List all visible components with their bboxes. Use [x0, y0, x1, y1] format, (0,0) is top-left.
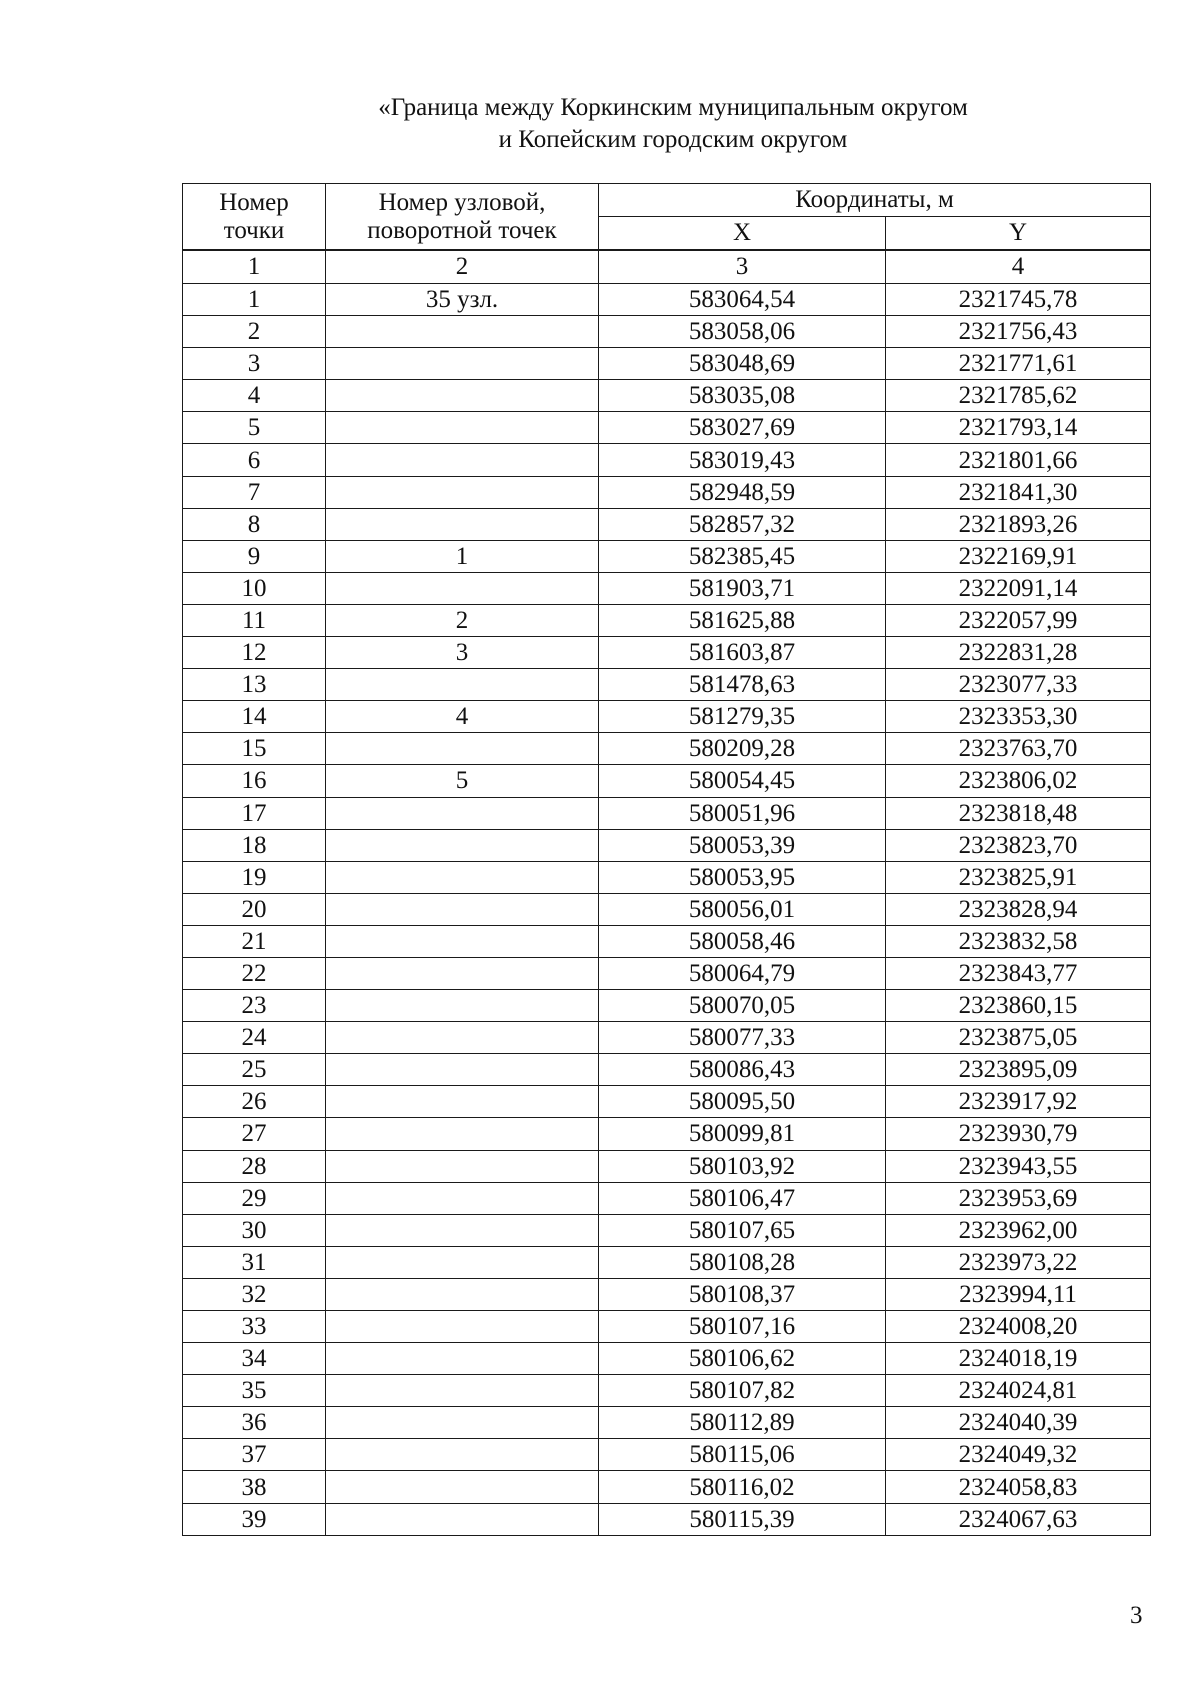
node-number-cell — [326, 1214, 599, 1246]
point-number-cell: 15 — [183, 733, 326, 765]
x-coordinate-cell: 581603,87 — [599, 637, 886, 669]
y-coordinate-cell: 2321893,26 — [886, 508, 1151, 540]
header-coordinates: Координаты, м — [599, 184, 1151, 217]
x-coordinate-cell: 580107,65 — [599, 1214, 886, 1246]
node-number-cell — [326, 444, 599, 476]
y-coordinate-cell: 2321793,14 — [886, 412, 1151, 444]
node-number-cell — [326, 861, 599, 893]
x-coordinate-cell: 583035,08 — [599, 380, 886, 412]
document-title — [182, 92, 1164, 156]
y-coordinate-cell: 2324049,32 — [886, 1439, 1151, 1471]
node-number-cell — [326, 1054, 599, 1086]
y-coordinate-cell: 2323077,33 — [886, 669, 1151, 701]
column-number: 4 — [886, 250, 1151, 284]
page-number: 3 — [1130, 1602, 1143, 1629]
x-coordinate-cell: 580106,62 — [599, 1343, 886, 1375]
table-row — [183, 957, 1151, 989]
point-number-cell: 36 — [183, 1407, 326, 1439]
point-number-cell: 5 — [183, 412, 326, 444]
point-number-cell: 19 — [183, 861, 326, 893]
y-coordinate-cell: 2324008,20 — [886, 1311, 1151, 1343]
point-number-cell: 18 — [183, 829, 326, 861]
y-coordinate-cell: 2323806,02 — [886, 765, 1151, 797]
node-number-cell — [326, 829, 599, 861]
column-number: 2 — [326, 250, 599, 284]
point-number-cell: 37 — [183, 1439, 326, 1471]
point-number-cell: 8 — [183, 508, 326, 540]
y-coordinate-cell: 2321841,30 — [886, 476, 1151, 508]
y-coordinate-cell: 2323828,94 — [886, 893, 1151, 925]
node-number-cell — [326, 1407, 599, 1439]
node-number-cell — [326, 1343, 599, 1375]
x-coordinate-cell: 580053,95 — [599, 861, 886, 893]
table-row — [183, 1022, 1151, 1054]
point-number-cell: 9 — [183, 540, 326, 572]
table-row — [183, 1311, 1151, 1343]
table-row — [183, 1118, 1151, 1150]
table-row — [183, 1246, 1151, 1278]
y-coordinate-cell: 2323818,48 — [886, 797, 1151, 829]
point-number-cell: 38 — [183, 1471, 326, 1503]
x-coordinate-cell: 582857,32 — [599, 508, 886, 540]
y-coordinate-cell: 2321745,78 — [886, 284, 1151, 316]
x-coordinate-cell: 580056,01 — [599, 893, 886, 925]
point-number-cell: 16 — [183, 765, 326, 797]
node-number-cell — [326, 925, 599, 957]
x-coordinate-cell: 581279,35 — [599, 701, 886, 733]
node-number-cell — [326, 1503, 599, 1535]
table-row — [183, 733, 1151, 765]
y-coordinate-cell: 2323953,69 — [886, 1182, 1151, 1214]
node-number-cell — [326, 1118, 599, 1150]
y-coordinate-cell: 2324058,83 — [886, 1471, 1151, 1503]
point-number-cell: 26 — [183, 1086, 326, 1118]
point-number-cell: 32 — [183, 1278, 326, 1310]
y-coordinate-cell: 2323962,00 — [886, 1214, 1151, 1246]
node-number-cell: 4 — [326, 701, 599, 733]
column-number-row — [183, 250, 1151, 284]
table-row — [183, 861, 1151, 893]
y-coordinate-cell: 2321785,62 — [886, 380, 1151, 412]
y-coordinate-cell: 2323930,79 — [886, 1118, 1151, 1150]
table-row — [183, 637, 1151, 669]
x-coordinate-cell: 580054,45 — [599, 765, 886, 797]
table-row — [183, 1054, 1151, 1086]
table-row — [183, 893, 1151, 925]
y-coordinate-cell: 2323994,11 — [886, 1278, 1151, 1310]
y-coordinate-cell: 2321771,61 — [886, 348, 1151, 380]
table-row — [183, 412, 1151, 444]
node-number-cell — [326, 1311, 599, 1343]
x-coordinate-cell: 580064,79 — [599, 957, 886, 989]
table-body — [183, 284, 1151, 1536]
point-number-cell: 4 — [183, 380, 326, 412]
x-coordinate-cell: 580107,82 — [599, 1375, 886, 1407]
table-row — [183, 444, 1151, 476]
table-row — [183, 380, 1151, 412]
y-coordinate-cell: 2323875,05 — [886, 1022, 1151, 1054]
x-coordinate-cell: 580103,92 — [599, 1150, 886, 1182]
point-number-cell: 27 — [183, 1118, 326, 1150]
table-row — [183, 316, 1151, 348]
x-coordinate-cell: 581478,63 — [599, 669, 886, 701]
y-coordinate-cell: 2323763,70 — [886, 733, 1151, 765]
table-row — [183, 1407, 1151, 1439]
table-row — [183, 1086, 1151, 1118]
node-number-cell — [326, 669, 599, 701]
x-coordinate-cell: 581903,71 — [599, 572, 886, 604]
node-number-cell — [326, 733, 599, 765]
table-row — [183, 1150, 1151, 1182]
x-coordinate-cell: 580107,16 — [599, 1311, 886, 1343]
coordinates-table — [182, 183, 1151, 1536]
point-number-cell: 3 — [183, 348, 326, 380]
point-number-cell: 34 — [183, 1343, 326, 1375]
table-row — [183, 925, 1151, 957]
x-coordinate-cell: 582385,45 — [599, 540, 886, 572]
node-number-cell: 2 — [326, 604, 599, 636]
point-number-cell: 7 — [183, 476, 326, 508]
x-coordinate-cell: 582948,59 — [599, 476, 886, 508]
x-coordinate-cell: 581625,88 — [599, 604, 886, 636]
table-row — [183, 1182, 1151, 1214]
y-coordinate-cell: 2323917,92 — [886, 1086, 1151, 1118]
y-coordinate-cell: 2322169,91 — [886, 540, 1151, 572]
y-coordinate-cell: 2322091,14 — [886, 572, 1151, 604]
point-number-cell: 35 — [183, 1375, 326, 1407]
point-number-cell: 24 — [183, 1022, 326, 1054]
header-node-number: Номер узловой, поворотной точек — [326, 184, 599, 251]
point-number-cell: 22 — [183, 957, 326, 989]
header-point-number: Номер точки — [183, 184, 326, 251]
table-row — [183, 1439, 1151, 1471]
node-number-cell — [326, 990, 599, 1022]
node-number-cell — [326, 1150, 599, 1182]
point-number-cell: 2 — [183, 316, 326, 348]
node-number-cell — [326, 1086, 599, 1118]
x-coordinate-cell: 580115,39 — [599, 1503, 886, 1535]
y-coordinate-cell: 2323860,15 — [886, 990, 1151, 1022]
point-number-cell: 25 — [183, 1054, 326, 1086]
table-row — [183, 348, 1151, 380]
point-number-cell: 33 — [183, 1311, 326, 1343]
y-coordinate-cell: 2323832,58 — [886, 925, 1151, 957]
node-number-cell — [326, 508, 599, 540]
point-number-cell: 13 — [183, 669, 326, 701]
x-coordinate-cell: 580209,28 — [599, 733, 886, 765]
table-row — [183, 765, 1151, 797]
point-number-cell: 1 — [183, 284, 326, 316]
x-coordinate-cell: 580108,28 — [599, 1246, 886, 1278]
table-row — [183, 990, 1151, 1022]
x-coordinate-cell: 580116,02 — [599, 1471, 886, 1503]
y-coordinate-cell: 2324040,39 — [886, 1407, 1151, 1439]
node-number-cell — [326, 1471, 599, 1503]
table-row — [183, 1278, 1151, 1310]
table-row — [183, 540, 1151, 572]
table-row — [183, 604, 1151, 636]
x-coordinate-cell: 583019,43 — [599, 444, 886, 476]
y-coordinate-cell: 2323825,91 — [886, 861, 1151, 893]
x-coordinate-cell: 583064,54 — [599, 284, 886, 316]
title-line-2: и Копейским городским округом — [498, 126, 848, 153]
node-number-cell — [326, 1375, 599, 1407]
point-number-cell: 6 — [183, 444, 326, 476]
node-number-cell — [326, 1439, 599, 1471]
x-coordinate-cell: 583058,06 — [599, 316, 886, 348]
node-number-cell — [326, 348, 599, 380]
node-number-cell — [326, 957, 599, 989]
node-number-cell: 1 — [326, 540, 599, 572]
node-number-cell: 5 — [326, 765, 599, 797]
header-x: X — [599, 217, 886, 251]
y-coordinate-cell: 2321756,43 — [886, 316, 1151, 348]
x-coordinate-cell: 580051,96 — [599, 797, 886, 829]
table-row — [183, 829, 1151, 861]
x-coordinate-cell: 580108,37 — [599, 1278, 886, 1310]
x-coordinate-cell: 580106,47 — [599, 1182, 886, 1214]
node-number-cell — [326, 380, 599, 412]
table-row — [183, 1503, 1151, 1535]
node-number-cell — [326, 1246, 599, 1278]
y-coordinate-cell: 2323973,22 — [886, 1246, 1151, 1278]
y-coordinate-cell: 2322831,28 — [886, 637, 1151, 669]
table-row — [183, 476, 1151, 508]
table-header — [183, 184, 1151, 284]
point-number-cell: 21 — [183, 925, 326, 957]
y-coordinate-cell: 2323843,77 — [886, 957, 1151, 989]
header-y: Y — [886, 217, 1151, 251]
node-number-cell — [326, 412, 599, 444]
point-number-cell: 11 — [183, 604, 326, 636]
point-number-cell: 29 — [183, 1182, 326, 1214]
table-row — [183, 1214, 1151, 1246]
x-coordinate-cell: 580115,06 — [599, 1439, 886, 1471]
table-row — [183, 1343, 1151, 1375]
node-number-cell — [326, 1278, 599, 1310]
table-row — [183, 508, 1151, 540]
x-coordinate-cell: 580095,50 — [599, 1086, 886, 1118]
x-coordinate-cell: 583048,69 — [599, 348, 886, 380]
x-coordinate-cell: 580112,89 — [599, 1407, 886, 1439]
node-number-cell — [326, 476, 599, 508]
point-number-cell: 12 — [183, 637, 326, 669]
point-number-cell: 17 — [183, 797, 326, 829]
point-number-cell: 14 — [183, 701, 326, 733]
y-coordinate-cell: 2323895,09 — [886, 1054, 1151, 1086]
node-number-cell — [326, 893, 599, 925]
y-coordinate-cell: 2323823,70 — [886, 829, 1151, 861]
table-row — [183, 1375, 1151, 1407]
node-number-cell: 35 узл. — [326, 284, 599, 316]
node-number-cell — [326, 1182, 599, 1214]
title-line-1: «Граница между Коркинским муниципальным округом — [378, 94, 968, 121]
y-coordinate-cell: 2324067,63 — [886, 1503, 1151, 1535]
table-row — [183, 669, 1151, 701]
point-number-cell: 31 — [183, 1246, 326, 1278]
table-row — [183, 701, 1151, 733]
point-number-cell: 39 — [183, 1503, 326, 1535]
x-coordinate-cell: 580086,43 — [599, 1054, 886, 1086]
column-number: 1 — [183, 250, 326, 284]
table-row — [183, 1471, 1151, 1503]
node-number-cell — [326, 572, 599, 604]
y-coordinate-cell: 2321801,66 — [886, 444, 1151, 476]
node-number-cell — [326, 316, 599, 348]
x-coordinate-cell: 580077,33 — [599, 1022, 886, 1054]
x-coordinate-cell: 580053,39 — [599, 829, 886, 861]
table-row — [183, 572, 1151, 604]
y-coordinate-cell: 2324018,19 — [886, 1343, 1151, 1375]
node-number-cell — [326, 797, 599, 829]
point-number-cell: 20 — [183, 893, 326, 925]
point-number-cell: 10 — [183, 572, 326, 604]
y-coordinate-cell: 2322057,99 — [886, 604, 1151, 636]
y-coordinate-cell: 2324024,81 — [886, 1375, 1151, 1407]
x-coordinate-cell: 580070,05 — [599, 990, 886, 1022]
node-number-cell — [326, 1022, 599, 1054]
point-number-cell: 28 — [183, 1150, 326, 1182]
table-row — [183, 284, 1151, 316]
x-coordinate-cell: 580099,81 — [599, 1118, 886, 1150]
point-number-cell: 30 — [183, 1214, 326, 1246]
table-row — [183, 797, 1151, 829]
x-coordinate-cell: 583027,69 — [599, 412, 886, 444]
point-number-cell: 23 — [183, 990, 326, 1022]
column-number: 3 — [599, 250, 886, 284]
x-coordinate-cell: 580058,46 — [599, 925, 886, 957]
y-coordinate-cell: 2323353,30 — [886, 701, 1151, 733]
y-coordinate-cell: 2323943,55 — [886, 1150, 1151, 1182]
node-number-cell: 3 — [326, 637, 599, 669]
